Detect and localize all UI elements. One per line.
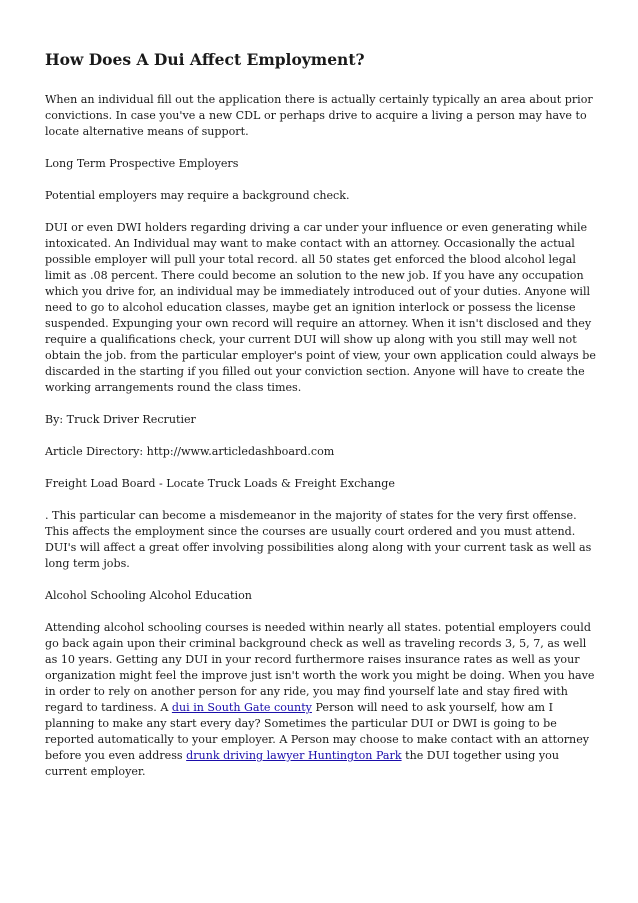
freight-load-board-line: Freight Load Board - Locate Truck Loads & Freight Exchange — [45, 477, 395, 490]
author-line: By: Truck Driver Recrutier — [45, 413, 196, 426]
section-heading-employers: Long Term Prospective Employers — [45, 157, 239, 170]
paragraph-dui-holders: DUI or even DWI holders regarding driving a car under your influence or even generating while intoxicated. An Individual may want to make contact with an attorney. Occasionally the actual possible employer will pull your total record. all 50 states get enforced the blood alcohol legal limit as .08 percent. There could become an solution to the new job. If you have any occupation which you drive for, an individual may be immediately introduced out of your duties. Anyone will need to go to alcohol education classes, maybe get an ignition interlock or possess the license suspended. Expunging your own record will require an attorney. When it isn't disclosed and they require a qualifications check, your current DUI will show up along with you still may well not obtain the job. from the particular employer's point of view, your own application could always be discarded in the starting if you filled out your conviction section. Anyone will have to create the working arrangements round the class times. — [45, 221, 596, 394]
document-page — [45, 50, 601, 796]
paragraph-text-part-3: the DUI together using you current employer. — [45, 749, 560, 778]
paragraph-misdemeanor: . This particular can become a misdemeanor in the majority of states for the very first offense. This affects the employment since the courses are usually court ordered and you must attend. DUI's will affect a great offer involving possibilities along along with your current task as well as long term jobs. — [45, 509, 592, 570]
page-title: How Does A Dui Affect Employment? — [45, 50, 365, 69]
section-heading-alcohol-education: Alcohol Schooling Alcohol Education — [45, 589, 252, 602]
paragraph-intro: When an individual fill out the application there is actually certainly typically an area about prior convictions. In case you've a new CDL or perhaps drive to acquire a living a person may have to locate alternative means of support. — [45, 93, 593, 138]
link-dui-south-gate[interactable]: dui in South Gate county — [171, 701, 312, 714]
paragraph-alcohol-schooling — [45, 620, 601, 780]
paragraph-text-part-2: Person will need to ask yourself, how am I planning to make any start every day? Sometimes the particular DUI or DWI is going to be reported automatically to your employer. A Person may choose to make contact with an attorney before you even address — [45, 701, 590, 762]
paragraph-text-part-1: Attending alcohol schooling courses is needed within nearly all states. potential employers could go back again upon their criminal background check as well as traveling records 3, 5, 7, as well as 10 years. Getting any DUI in your record furthermore raises insurance rates as well as your organization might feel the improve just isn't worth the work you might be doing. When you have in order to rely on another person for any ride, you may find yourself late and stay fired with regard to tardiness. A — [45, 621, 595, 714]
link-drunk-driving-lawyer[interactable]: drunk driving lawyer Huntington Park — [186, 749, 402, 762]
paragraph-background-check: Potential employers may require a background check. — [45, 189, 350, 202]
article-directory-line: Article Directory: http://www.articledashboard.com — [45, 445, 335, 458]
